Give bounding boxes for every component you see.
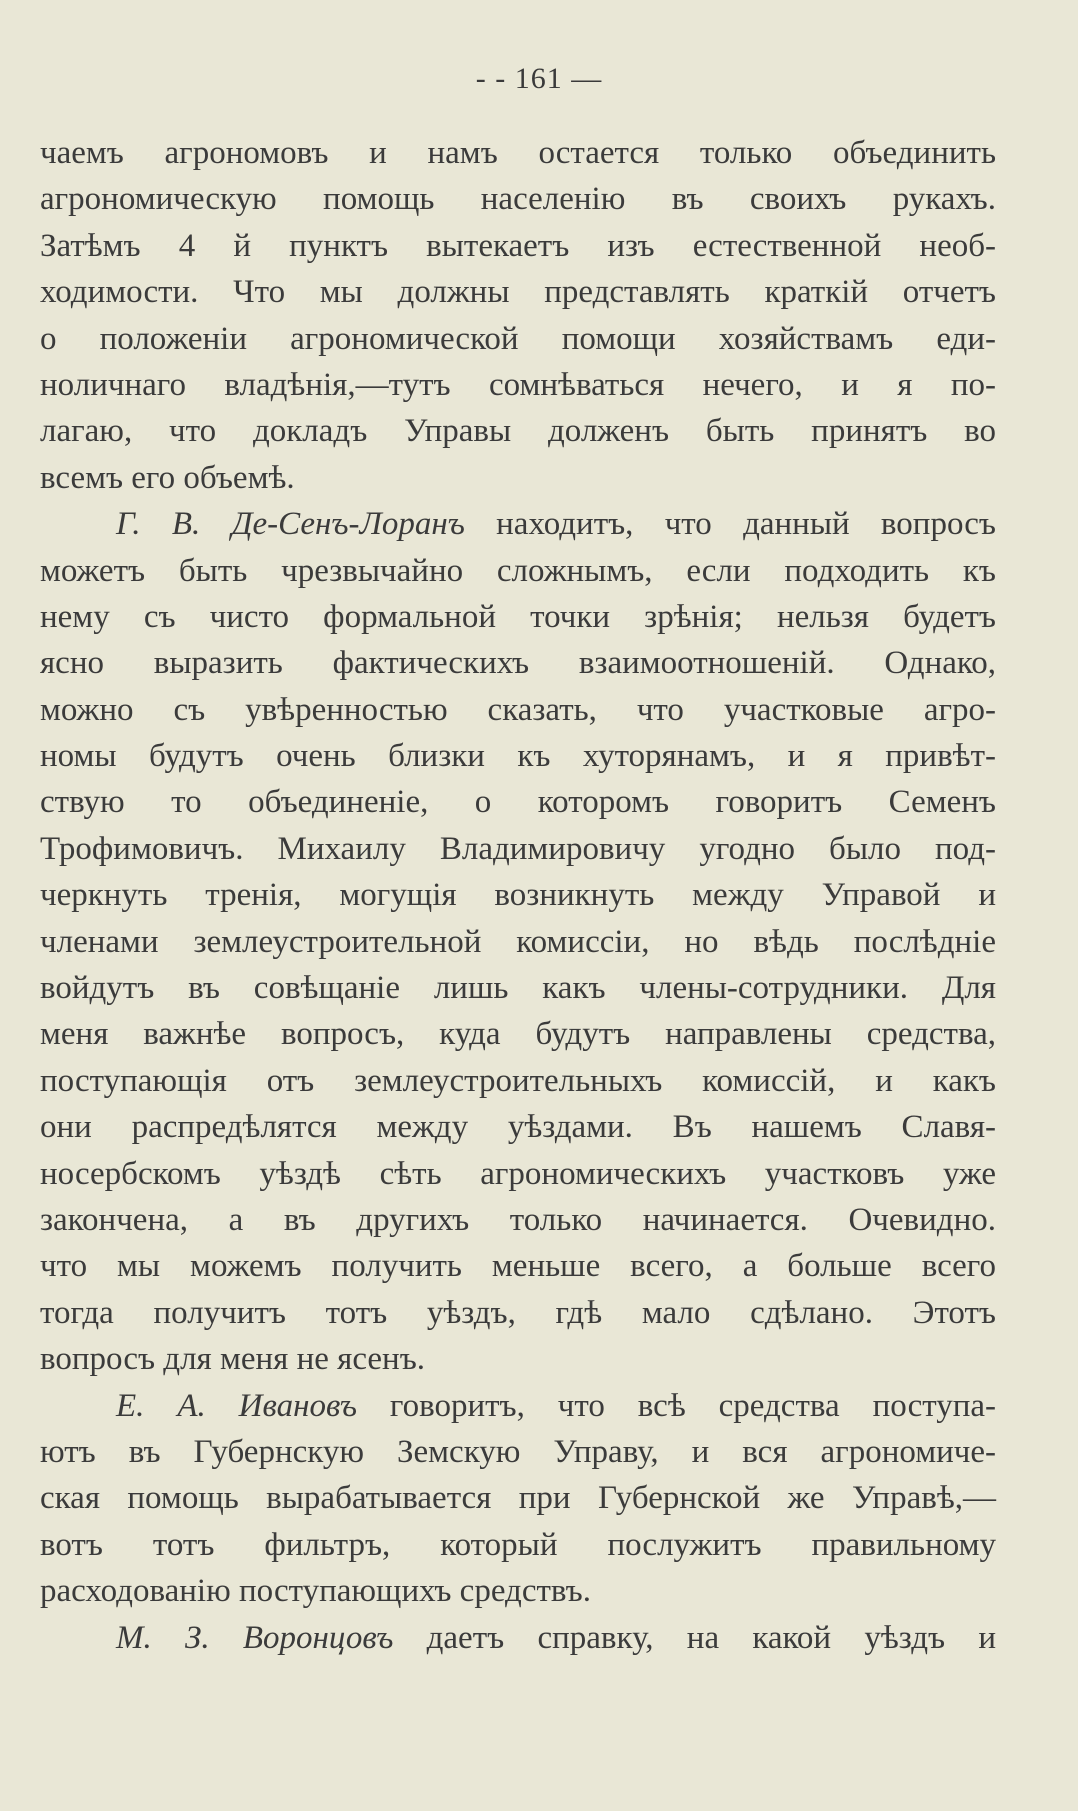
text-line: ютъ въ Губернскую Земскую Управу, и вся агрономиче- — [40, 1433, 996, 1470]
text-line: членами землеустроительной комиссіи, но вѣдь послѣдніе — [40, 923, 996, 960]
text-line: всемъ его объемѣ. — [40, 459, 295, 496]
speaker-name: Е. А. Ивановъ — [116, 1387, 357, 1424]
text-line: поступающія отъ землеустроительныхъ комиссій, и какъ — [40, 1062, 996, 1099]
speaker-name: М. З. Воронцовъ — [116, 1619, 394, 1656]
text-line: ясно выразить фактическихъ взаимоотношеній. Однако, — [40, 645, 996, 682]
text-line: расходованію поступающихъ средствъ. — [40, 1573, 591, 1610]
text-line: вопросъ для меня не ясенъ. — [40, 1341, 426, 1378]
speaker-name: Г. В. Де-Сенъ-Лоранъ — [116, 506, 465, 543]
text-line: нему съ чисто формальной точки зрѣнія; нельзя будетъ — [40, 598, 996, 635]
text-line: ствую то объединеніе, о которомъ говоритъ Семенъ — [40, 784, 996, 821]
text-line — [40, 501, 996, 547]
text-line: черкнуть тренія, могущія возникнуть между Управой и — [40, 877, 996, 914]
text-line: лагаю, что докладъ Управы долженъ быть принятъ во — [40, 413, 996, 450]
text-line: агрономическую помощь населенію въ своихъ рукахъ. — [40, 181, 996, 218]
text-line: ходимости. Что мы должны представлять краткій отчетъ — [40, 274, 996, 311]
text-line: ская помощь вырабатывается при Губернской же Управѣ,— — [40, 1480, 996, 1517]
page-number: - - 161 — — [475, 62, 603, 95]
text-line: что мы можемъ получить меньше всего, а больше всего — [40, 1248, 996, 1285]
text-line: Трофимовичъ. Михаилу Владимировичу угодно было под- — [40, 830, 996, 867]
text-line: войдутъ въ совѣщаніе лишь какъ члены-сотрудники. Для — [40, 970, 996, 1007]
text-line — [40, 1615, 996, 1661]
text-line: чаемъ агрономовъ и намъ остается только объединить — [40, 135, 996, 171]
text-line: они распредѣлятся между уѣздами. Въ нашемъ Славя- — [40, 1109, 996, 1146]
text-line: номы будутъ очень близки къ хуторянамъ, и я привѣт- — [40, 738, 996, 775]
body-text — [40, 130, 996, 1661]
text-line: можно съ увѣренностью сказать, что участковые агро- — [40, 691, 996, 728]
speaker-text: находитъ, что данный вопросъ — [464, 506, 996, 543]
text-line: о положеніи агрономической помощи хозяйствамъ еди- — [40, 320, 996, 357]
text-line: можетъ быть чрезвычайно сложнымъ, если подходить къ — [40, 552, 996, 589]
text-line: тогда получитъ тотъ уѣздъ, гдѣ мало сдѣлано. Этотъ — [40, 1294, 996, 1331]
text-line: Затѣмъ 4 й пунктъ вытекаетъ изъ естественной необ- — [40, 227, 996, 264]
text-line: закончена, а въ другихъ только начинается. Очевидно. — [40, 1201, 996, 1238]
speaker-text: даетъ справку, на какой уѣздъ и — [393, 1619, 997, 1656]
text-line: ноличнаго владѣнія,—тутъ сомнѣваться нечего, и я по- — [40, 366, 996, 403]
text-line: вотъ тотъ фильтръ, который послужитъ правильному — [40, 1526, 996, 1563]
text-line: меня важнѣе вопросъ, куда будутъ направлены средства, — [40, 1016, 996, 1053]
speaker-text: говоритъ, что всѣ средства поступа- — [356, 1387, 996, 1424]
text-line: носербскомъ уѣздѣ сѣть агрономическихъ участковъ уже — [40, 1155, 996, 1192]
text-line — [40, 1383, 996, 1429]
